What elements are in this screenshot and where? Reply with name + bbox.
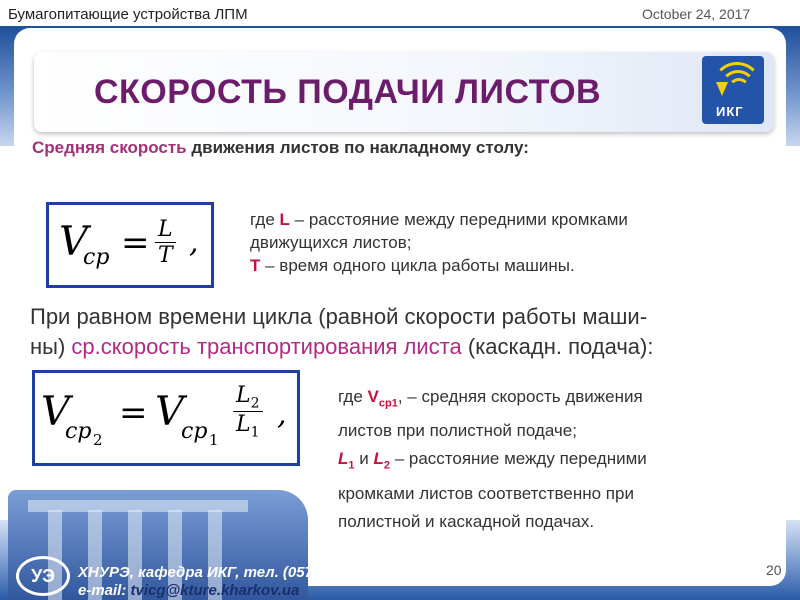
formula-box-average-speed xyxy=(46,202,214,288)
formula2-v-left-subsub: 2 xyxy=(93,431,103,449)
paragraph-line2 xyxy=(30,332,653,362)
where2-line2: листов при полистной подаче; xyxy=(338,421,577,441)
where1-line2: движущихся листов; xyxy=(250,233,412,252)
slide-title: СКОРОСТЬ ПОДАЧИ ЛИСТОВ xyxy=(94,73,602,111)
page-number: 20 xyxy=(766,562,782,578)
where2-line1-text: , – средняя скорость движения xyxy=(397,387,643,406)
subtitle xyxy=(32,138,529,158)
formula1-denominator: T xyxy=(157,243,173,268)
where2-line1 xyxy=(338,383,647,417)
formula2-fraction xyxy=(233,383,263,441)
footer-email-label: e-mail: xyxy=(78,582,131,599)
logo-text: ИКГ xyxy=(716,104,744,119)
subtitle-highlight: Средняя скорость xyxy=(32,138,187,157)
formula-box-cascade-speed xyxy=(32,370,300,466)
formula1-v: V xyxy=(59,219,88,265)
formula2-num-sub: 2 xyxy=(250,395,260,412)
formula1-comma: , xyxy=(189,225,199,260)
where2-line5: полистной и каскадной подачах. xyxy=(338,511,595,531)
where1-line3-text: – время одного цикла работы машины. xyxy=(260,256,575,275)
formula2-equals: = xyxy=(119,393,148,433)
where1-line1 xyxy=(250,208,628,231)
where2-var-l2-main: L xyxy=(373,449,384,469)
paragraph-line2-highlight: ср.скорость транспортирования листа xyxy=(71,334,462,359)
where2-var-l1-sub: 1 xyxy=(348,459,355,472)
formula2-numerator xyxy=(233,383,263,412)
where1-var-l: L xyxy=(279,210,290,229)
where2-line4: кромками листов соответственно при xyxy=(338,483,634,503)
formula2-den-l: L xyxy=(236,412,251,438)
formula2-description xyxy=(338,383,647,536)
subtitle-rest: движения листов по накладному столу: xyxy=(186,138,529,157)
where2-and: и xyxy=(354,449,374,469)
slide-date: October 24, 2017 xyxy=(642,6,751,22)
formula1-equals: = xyxy=(121,223,150,263)
university-logo-icon: УЭ xyxy=(16,556,70,596)
deck-title: Бумагопитающие устройства ЛПМ xyxy=(8,6,248,23)
formula2-v-right-subsub: 1 xyxy=(209,431,219,449)
building-roof xyxy=(28,500,248,512)
where2-var-v xyxy=(367,387,398,410)
formula1-description xyxy=(250,208,628,277)
formula1-fraction xyxy=(155,217,176,268)
where1-line3 xyxy=(250,254,628,277)
formula2-v-left-sub: ср xyxy=(65,419,92,444)
where2-line3-text: – расстояние между передними xyxy=(389,449,647,469)
where2-var-l2 xyxy=(373,449,390,472)
formula2-comma: , xyxy=(277,397,287,432)
where1-prefix: где xyxy=(250,210,280,229)
formula2-denominator xyxy=(236,412,260,440)
where2-var-v-main: V xyxy=(367,387,379,406)
where2-prefix: где xyxy=(338,387,368,406)
footer-email-line xyxy=(78,582,299,599)
formula2-v-right-sub: ср xyxy=(181,419,208,444)
logo-bolt-icon xyxy=(716,82,728,96)
paragraph-line2-a: ны) xyxy=(30,334,72,359)
where2-var-v-sub: ср1 xyxy=(378,397,398,410)
where1-var-t: T xyxy=(250,256,261,275)
formula2-den-sub: 1 xyxy=(250,424,260,441)
paragraph-line1: При равном времени цикла (равной скорости работы маши- xyxy=(30,304,648,329)
logo-arc-icon xyxy=(728,78,750,100)
where1-text: – расстояние между передними кромками xyxy=(289,210,628,229)
footer-contacts: ХНУРЭ, кафедра ИКГ, тел. (057) 702-13-78, xyxy=(78,564,395,581)
where2-var-l1-main: L xyxy=(338,449,349,469)
where2-line3 xyxy=(338,445,647,479)
formula1-v-sub: ср xyxy=(83,245,110,270)
formula2-num-l: L xyxy=(236,383,251,408)
where2-var-l1 xyxy=(338,449,355,472)
main-paragraph xyxy=(30,302,653,362)
formula2-v-left: V xyxy=(41,389,70,435)
formula1-numerator: L xyxy=(155,217,176,243)
paragraph-line2-c: (каскадн. подача): xyxy=(461,334,654,359)
formula2-v-right: V xyxy=(155,389,184,435)
footer-email: tvicg@kture.kharkov.ua xyxy=(130,582,300,599)
where2-var-l2-sub: 2 xyxy=(383,459,390,472)
